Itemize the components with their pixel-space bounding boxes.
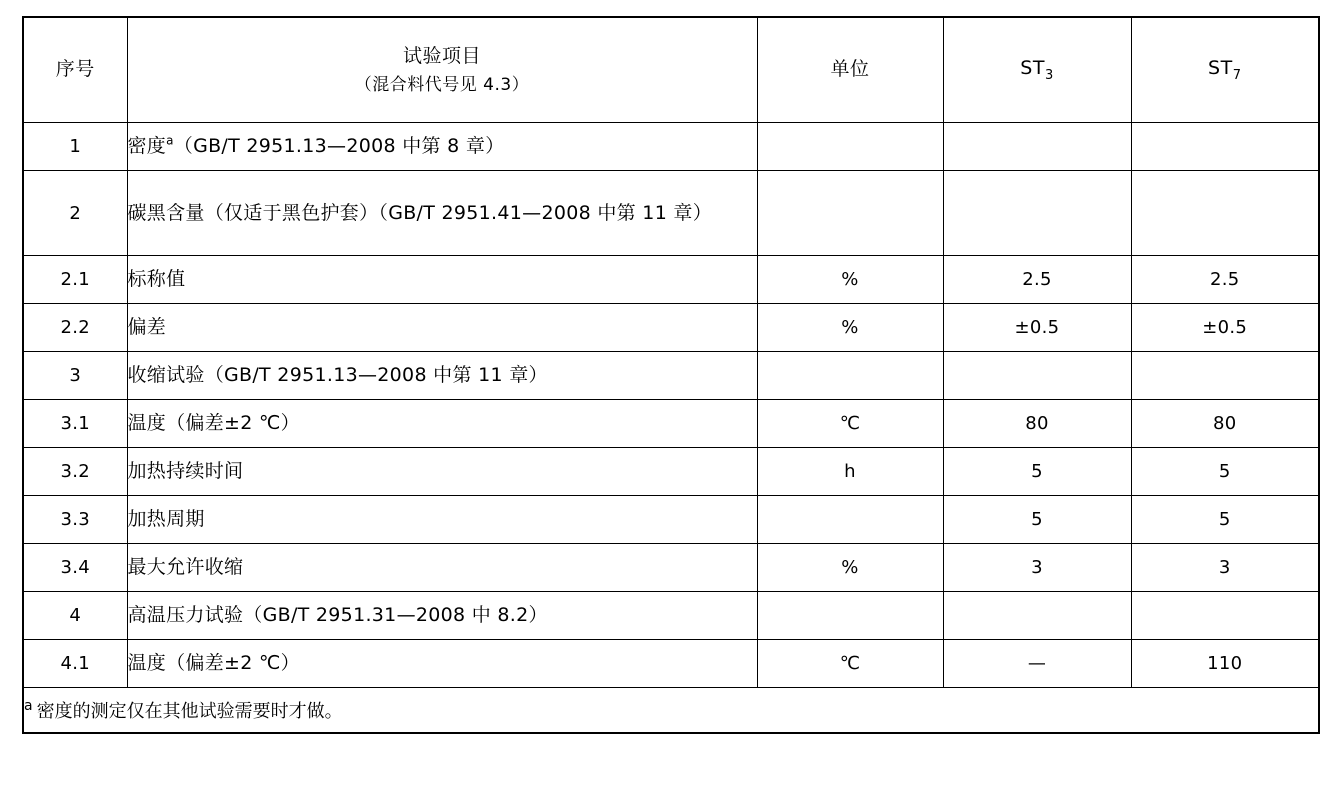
cell-st3: 5: [943, 496, 1131, 544]
header-cell-no: 序号: [23, 17, 127, 123]
header-cell-st3: [943, 17, 1131, 123]
cell-unit: %: [757, 256, 943, 304]
cell-st7: 5: [1131, 496, 1319, 544]
cell-st7: [1131, 592, 1319, 640]
cell-no: 2: [23, 171, 127, 256]
cell-unit: %: [757, 544, 943, 592]
cell-st7: 80: [1131, 400, 1319, 448]
cell-item: [127, 123, 757, 171]
cell-unit: [757, 592, 943, 640]
cell-no: 4: [23, 592, 127, 640]
cell-item: 标称值: [127, 256, 757, 304]
cell-unit: h: [757, 448, 943, 496]
table-row: [23, 171, 1319, 256]
table-row: [23, 352, 1319, 400]
cell-st7: 5: [1131, 448, 1319, 496]
header-row: [23, 17, 1319, 123]
cell-no: 3.4: [23, 544, 127, 592]
cell-st3: [943, 592, 1131, 640]
cell-st7: ±0.5: [1131, 304, 1319, 352]
cell-st7: [1131, 352, 1319, 400]
cell-unit: ℃: [757, 400, 943, 448]
cell-item: 收缩试验（GB/T 2951.13—2008 中第 11 章）: [127, 352, 757, 400]
table-row: [23, 400, 1319, 448]
cell-item: 温度（偏差±2 ℃）: [127, 400, 757, 448]
footnote-cell: [23, 688, 1319, 734]
header-item-main: 试验项目: [402, 45, 481, 68]
cell-no: 3.2: [23, 448, 127, 496]
table-header: [23, 17, 1319, 123]
cell-unit: [757, 171, 943, 256]
cell-st3: [943, 352, 1131, 400]
cell-item: 碳黑含量（仅适于黑色护套）（GB/T 2951.41—2008 中第 11 章）: [127, 171, 757, 256]
table-body: [23, 123, 1319, 688]
footnote-row: [23, 688, 1319, 734]
cell-st3: [943, 171, 1131, 256]
cell-st3: 80: [943, 400, 1131, 448]
cell-no: 3.3: [23, 496, 127, 544]
specification-table: [22, 16, 1320, 734]
cell-unit: ℃: [757, 640, 943, 688]
table-row: [23, 256, 1319, 304]
header-cell-st7: [1131, 17, 1319, 123]
header-st3-sub: 3: [1044, 67, 1054, 83]
item-superscript: a: [166, 133, 174, 148]
cell-no: 3: [23, 352, 127, 400]
header-st7-sub: 7: [1232, 67, 1242, 83]
cell-item: 加热持续时间: [127, 448, 757, 496]
header-cell-unit: 单位: [757, 17, 943, 123]
cell-st7: [1131, 171, 1319, 256]
cell-st7: 3: [1131, 544, 1319, 592]
cell-st3: 3: [943, 544, 1131, 592]
cell-item: 加热周期: [127, 496, 757, 544]
cell-unit: %: [757, 304, 943, 352]
table-row: [23, 496, 1319, 544]
footnote-text: 密度的测定仅在其他试验需要时才做。: [36, 701, 343, 722]
table-row: [23, 123, 1319, 171]
header-st7-base: ST: [1208, 57, 1233, 80]
cell-st3: ±0.5: [943, 304, 1131, 352]
cell-no: 2.2: [23, 304, 127, 352]
cell-unit: [757, 496, 943, 544]
table-footnote: [23, 688, 1319, 734]
table-row: [23, 592, 1319, 640]
cell-item: 偏差: [127, 304, 757, 352]
table-row: [23, 448, 1319, 496]
item-text: 密度: [127, 135, 167, 158]
cell-unit: [757, 352, 943, 400]
table-row: [23, 640, 1319, 688]
cell-st3: [943, 123, 1131, 171]
cell-item: 温度（偏差±2 ℃）: [127, 640, 757, 688]
footnote-mark: a: [24, 698, 33, 714]
cell-st3: 2.5: [943, 256, 1131, 304]
cell-st3: —: [943, 640, 1131, 688]
cell-no: 1: [23, 123, 127, 171]
header-item-sub: （混合料代号见 4.3）: [354, 74, 530, 95]
cell-no: 2.1: [23, 256, 127, 304]
cell-st7: 2.5: [1131, 256, 1319, 304]
header-st3-base: ST: [1020, 57, 1045, 80]
cell-st7: [1131, 123, 1319, 171]
cell-no: 3.1: [23, 400, 127, 448]
cell-st7: 110: [1131, 640, 1319, 688]
cell-no: 4.1: [23, 640, 127, 688]
cell-unit: [757, 123, 943, 171]
table-row: [23, 544, 1319, 592]
cell-st3: 5: [943, 448, 1131, 496]
header-cell-item: [127, 17, 757, 123]
cell-item: 高温压力试验（GB/T 2951.31—2008 中 8.2）: [127, 592, 757, 640]
table-row: [23, 304, 1319, 352]
item-text-tail: （GB/T 2951.13—2008 中第 8 章）: [173, 135, 505, 158]
cell-item: 最大允许收缩: [127, 544, 757, 592]
